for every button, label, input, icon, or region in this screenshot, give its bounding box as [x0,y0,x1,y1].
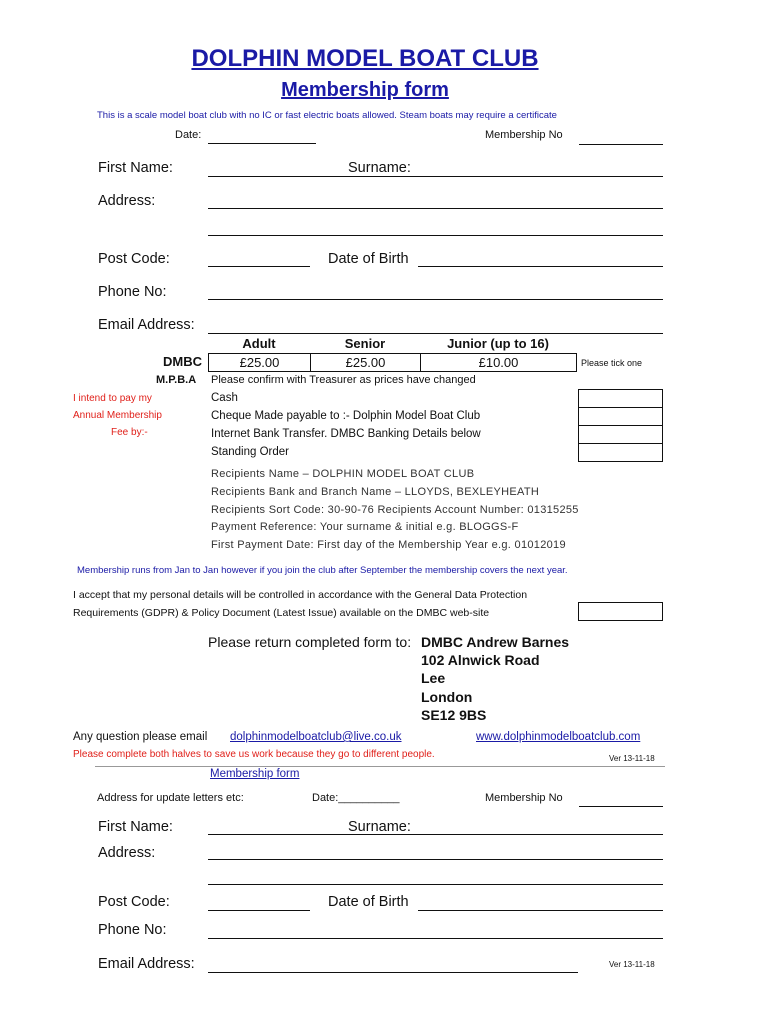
bottom-address-line-1-field[interactable] [208,859,663,860]
bottom-dob-field[interactable] [418,910,663,911]
fee-senior[interactable]: £25.00 [310,353,421,372]
post-code-field[interactable] [208,266,310,267]
dmbc-row-label: DMBC [163,354,202,369]
bottom-phone-field[interactable] [208,938,663,939]
bottom-address-label: Address: [98,845,156,861]
fee-adult[interactable]: £25.00 [208,353,311,372]
tick-note: Please tick one [581,358,643,368]
bank-detail-recipient-name: Recipients Name – DOLPHIN MODEL BOAT CLUB [211,468,475,480]
gdpr-line-1: I accept that my personal details will be controlled in accordance with the General Data Protection [73,589,528,601]
bottom-email-label: Email Address: [98,956,195,972]
tick-box-cash[interactable] [578,389,663,408]
fee-column-adult: Adult [242,336,276,351]
bank-detail-bank-branch: Recipients Bank and Branch Name – LLOYDS, BEXLEYHEATH [211,486,540,498]
bottom-form-heading: Membership form [210,768,300,780]
gdpr-line-2: Requirements (GDPR) & Policy Document (Latest Issue) available on the DMBC web-site [73,607,490,619]
bank-detail-first-payment: First Payment Date: First day of the Membership Year e.g. 01012019 [211,539,566,551]
email-label: Email Address: [98,317,195,333]
bottom-email-field[interactable] [208,972,578,973]
bottom-first-name-surname-field[interactable] [208,834,663,835]
phone-label: Phone No: [98,284,167,300]
club-title: DOLPHIN MODEL BOAT CLUB [191,45,539,72]
return-address-line-4: London [421,689,473,705]
pay-intro-line-1: I intend to pay my [73,393,152,404]
pay-option-cash: Cash [211,392,238,404]
post-code-label: Post Code: [98,251,170,267]
update-letters-label: Address for update letters etc: [97,792,244,804]
address-line-1-field[interactable] [208,208,663,209]
return-address-line-1: DMBC Andrew Barnes [421,634,570,650]
bottom-phone-label: Phone No: [98,922,167,938]
date-label: Date: [175,129,202,141]
email-field[interactable] [208,333,663,334]
bottom-post-code-field[interactable] [208,910,310,911]
return-address-line-5: SE12 9BS [421,707,487,723]
phone-field[interactable] [208,299,663,300]
date-field[interactable] [208,143,316,144]
pay-option-cheque: Cheque Made payable to :- Dolphin Model Boat Club [211,410,481,422]
version-bottom: Ver 13-11-18 [609,960,655,969]
tick-box-bank-transfer[interactable] [578,425,663,444]
mpba-note: Please confirm with Treasurer as prices have changed [211,374,476,386]
tick-box-standing-order[interactable] [578,443,663,462]
question-label: Any question please email [73,731,208,743]
first-name-label: First Name: [98,160,173,176]
fee-junior[interactable]: £10.00 [420,353,577,372]
form-subtitle: Membership form [281,79,449,101]
gdpr-accept-box[interactable] [578,602,663,621]
mpba-label: M.P.B.A [156,374,197,386]
pay-option-standing-order: Standing Order [211,446,289,458]
return-address-line-2: 102 Alnwick Road [421,652,540,668]
bank-detail-reference: Payment Reference: Your surname & initial e.g. BLOGGS-F [211,521,519,533]
bottom-surname-label: Surname: [348,819,411,835]
pay-intro-line-3: Fee by:- [111,427,148,438]
membership-no-label: Membership No [485,129,563,141]
bank-detail-sort-code: Recipients Sort Code: 30-90-76 Recipients Account Number: 01315255 [211,504,579,516]
bottom-address-line-2-field[interactable] [208,884,663,885]
bottom-post-code-label: Post Code: [98,894,170,910]
fee-column-senior: Senior [344,336,386,351]
contact-email-link[interactable]: dolphinmodelboatclub@live.co.uk [230,731,402,743]
return-label: Please return completed form to: [208,634,412,650]
first-name-surname-field[interactable] [208,176,663,177]
tick-box-cheque[interactable] [578,407,663,426]
membership-no-field[interactable] [579,144,663,145]
pay-intro-line-2: Annual Membership [73,410,162,421]
halves-note: Please complete both halves to save us work because they go to different people. [73,749,435,760]
bottom-first-name-label: First Name: [98,819,173,835]
membership-runs-note: Membership runs from Jan to Jan however if you join the club after September the membership covers the next year. [77,565,568,576]
version-top: Ver 13-11-18 [609,754,655,763]
website-link[interactable]: www.dolphinmodelboatclub.com [476,731,641,743]
cut-divider [95,766,665,767]
dob-field[interactable] [418,266,663,267]
address-label: Address: [98,193,156,209]
pay-option-bank-transfer: Internet Bank Transfer. DMBC Banking Details below [211,428,481,440]
bottom-date-field[interactable]: Date:__________ [312,792,400,804]
bottom-membership-no-field[interactable] [579,806,663,807]
bottom-dob-label: Date of Birth [328,894,409,910]
bottom-membership-no-label: Membership No [485,792,563,804]
fee-column-junior: Junior (up to 16) [447,336,549,351]
address-line-2-field[interactable] [208,235,663,236]
club-rules-note: This is a scale model boat club with no IC or fast electric boats allowed. Steam boats may require a certificate [97,110,557,121]
return-address-line-3: Lee [421,670,446,686]
dob-label: Date of Birth [328,251,409,267]
surname-label: Surname: [348,160,411,176]
